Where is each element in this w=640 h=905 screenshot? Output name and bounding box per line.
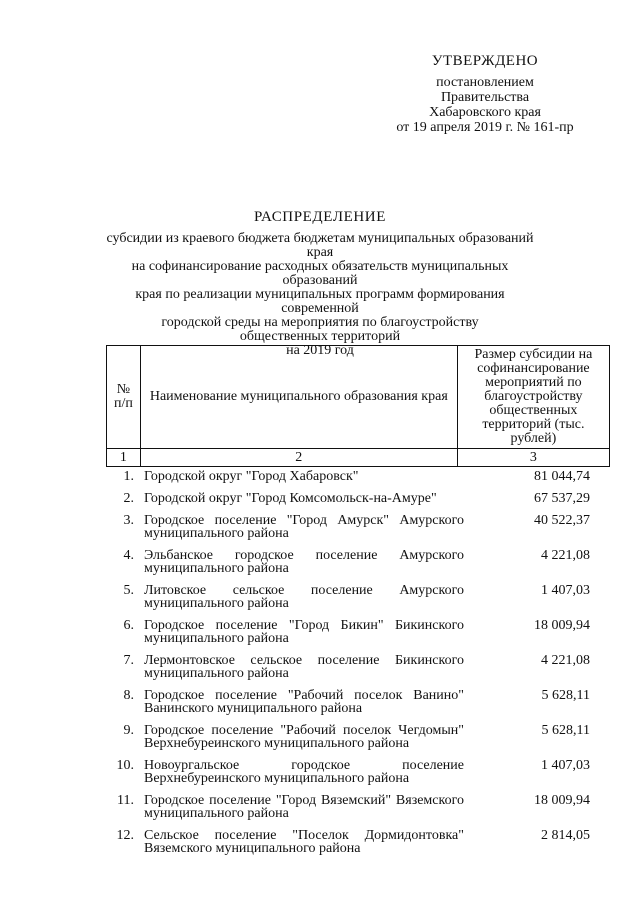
row-name: Городское поселение "Рабочий поселок Чегдомын" Верхнебуреинского муниципального района xyxy=(144,723,464,751)
row-amount: 2 814,05 xyxy=(541,828,590,843)
table-row xyxy=(106,547,610,582)
title-line: на 2019 год xyxy=(286,343,354,358)
distribution-table-body xyxy=(106,468,610,862)
row-number: 6. xyxy=(123,618,134,633)
row-number: 3. xyxy=(123,513,134,528)
approval-date: от 19 апреля 2019 г. № 161-пр xyxy=(396,120,574,135)
row-name: Эльбанское городское поселение Амурского муниципального района xyxy=(144,548,464,576)
document-title: РАСПРЕДЕЛЕНИЕ xyxy=(253,209,386,225)
row-name: Городской округ "Город Комсомольск-на-Амуре" xyxy=(144,491,437,506)
row-number: 11. xyxy=(117,793,134,808)
table-row xyxy=(106,687,610,722)
row-name: Городское поселение "Город Амурск" Амурского муниципального района xyxy=(144,513,464,541)
table-row xyxy=(106,827,610,862)
row-amount: 18 009,94 xyxy=(534,793,590,808)
row-number: 8. xyxy=(123,688,134,703)
row-name: Городское поселение "Город Бикин" Бикинского муниципального района xyxy=(144,618,464,646)
column-number: 2 xyxy=(140,449,457,467)
row-amount: 40 522,37 xyxy=(534,513,590,528)
table-row xyxy=(106,490,610,512)
row-amount: 5 628,11 xyxy=(541,723,590,738)
row-amount: 1 407,03 xyxy=(541,758,590,773)
row-name: Сельское поселение "Поселок Дормидонтовка" Вяземского муниципального района xyxy=(144,828,464,856)
row-name: Литовское сельское поселение Амурского муниципального района xyxy=(144,583,464,611)
header-name: Наименование муниципального образования края xyxy=(140,346,457,449)
row-number: 5. xyxy=(123,583,134,598)
row-amount: 4 221,08 xyxy=(541,653,590,668)
row-amount: 81 044,74 xyxy=(534,469,590,484)
approval-stamp xyxy=(380,54,590,135)
row-number: 12. xyxy=(116,828,134,843)
table-row xyxy=(106,468,610,490)
row-number: 9. xyxy=(123,723,134,738)
row-name: Новоургальское городское поселение Верхнебуреинского муниципального района xyxy=(144,758,464,786)
table-row xyxy=(106,792,610,827)
table-row xyxy=(106,617,610,652)
column-number: 1 xyxy=(107,449,141,467)
title-line: на софинансирование расходных обязательств муниципальных образований xyxy=(131,259,509,288)
title-line: субсидии из краевого бюджета бюджетам муниципальных образований края xyxy=(106,231,534,260)
approval-line: постановлением xyxy=(436,75,534,90)
table-row xyxy=(106,757,610,792)
table-row xyxy=(106,512,610,547)
title-line: городской среды на мероприятия по благоустройству xyxy=(161,315,479,330)
title-line: края по реализации муниципальных программ формирования современной xyxy=(135,287,505,316)
row-number: 7. xyxy=(123,653,134,668)
table-row xyxy=(106,652,610,687)
row-amount: 4 221,08 xyxy=(541,548,590,563)
row-name: Лермонтовское сельское поселение Бикинского муниципального района xyxy=(144,653,464,681)
row-amount: 67 537,29 xyxy=(534,491,590,506)
approval-line: Правительства xyxy=(440,90,530,105)
column-number: 3 xyxy=(457,449,609,467)
title-line: общественных территорий xyxy=(239,329,401,344)
row-name: Городское поселение "Рабочий поселок Ванино" Ванинского муниципального района xyxy=(144,688,464,716)
header-num: № п/п xyxy=(107,346,141,449)
document-title-block xyxy=(100,210,540,358)
approval-line: Хабаровского края xyxy=(429,105,541,120)
row-name: Городской округ "Город Хабаровск" xyxy=(144,469,359,484)
row-amount: 5 628,11 xyxy=(541,688,590,703)
approval-heading: УТВЕРЖДЕНО xyxy=(431,53,539,69)
row-name: Городское поселение "Город Вяземский" Вяземского муниципального района xyxy=(144,793,464,821)
row-number: 4. xyxy=(123,548,134,563)
header-amount: Размер субсидии на софинансирование мероприятий по благоустройству общественных территорий (тыс. рублей) xyxy=(457,346,609,449)
table-row xyxy=(106,722,610,757)
row-number: 10. xyxy=(116,758,134,773)
table-row xyxy=(106,582,610,617)
row-amount: 1 407,03 xyxy=(541,583,590,598)
row-number: 1. xyxy=(123,469,134,484)
distribution-table-header xyxy=(106,345,610,467)
row-amount: 18 009,94 xyxy=(534,618,590,633)
row-number: 2. xyxy=(123,491,134,506)
